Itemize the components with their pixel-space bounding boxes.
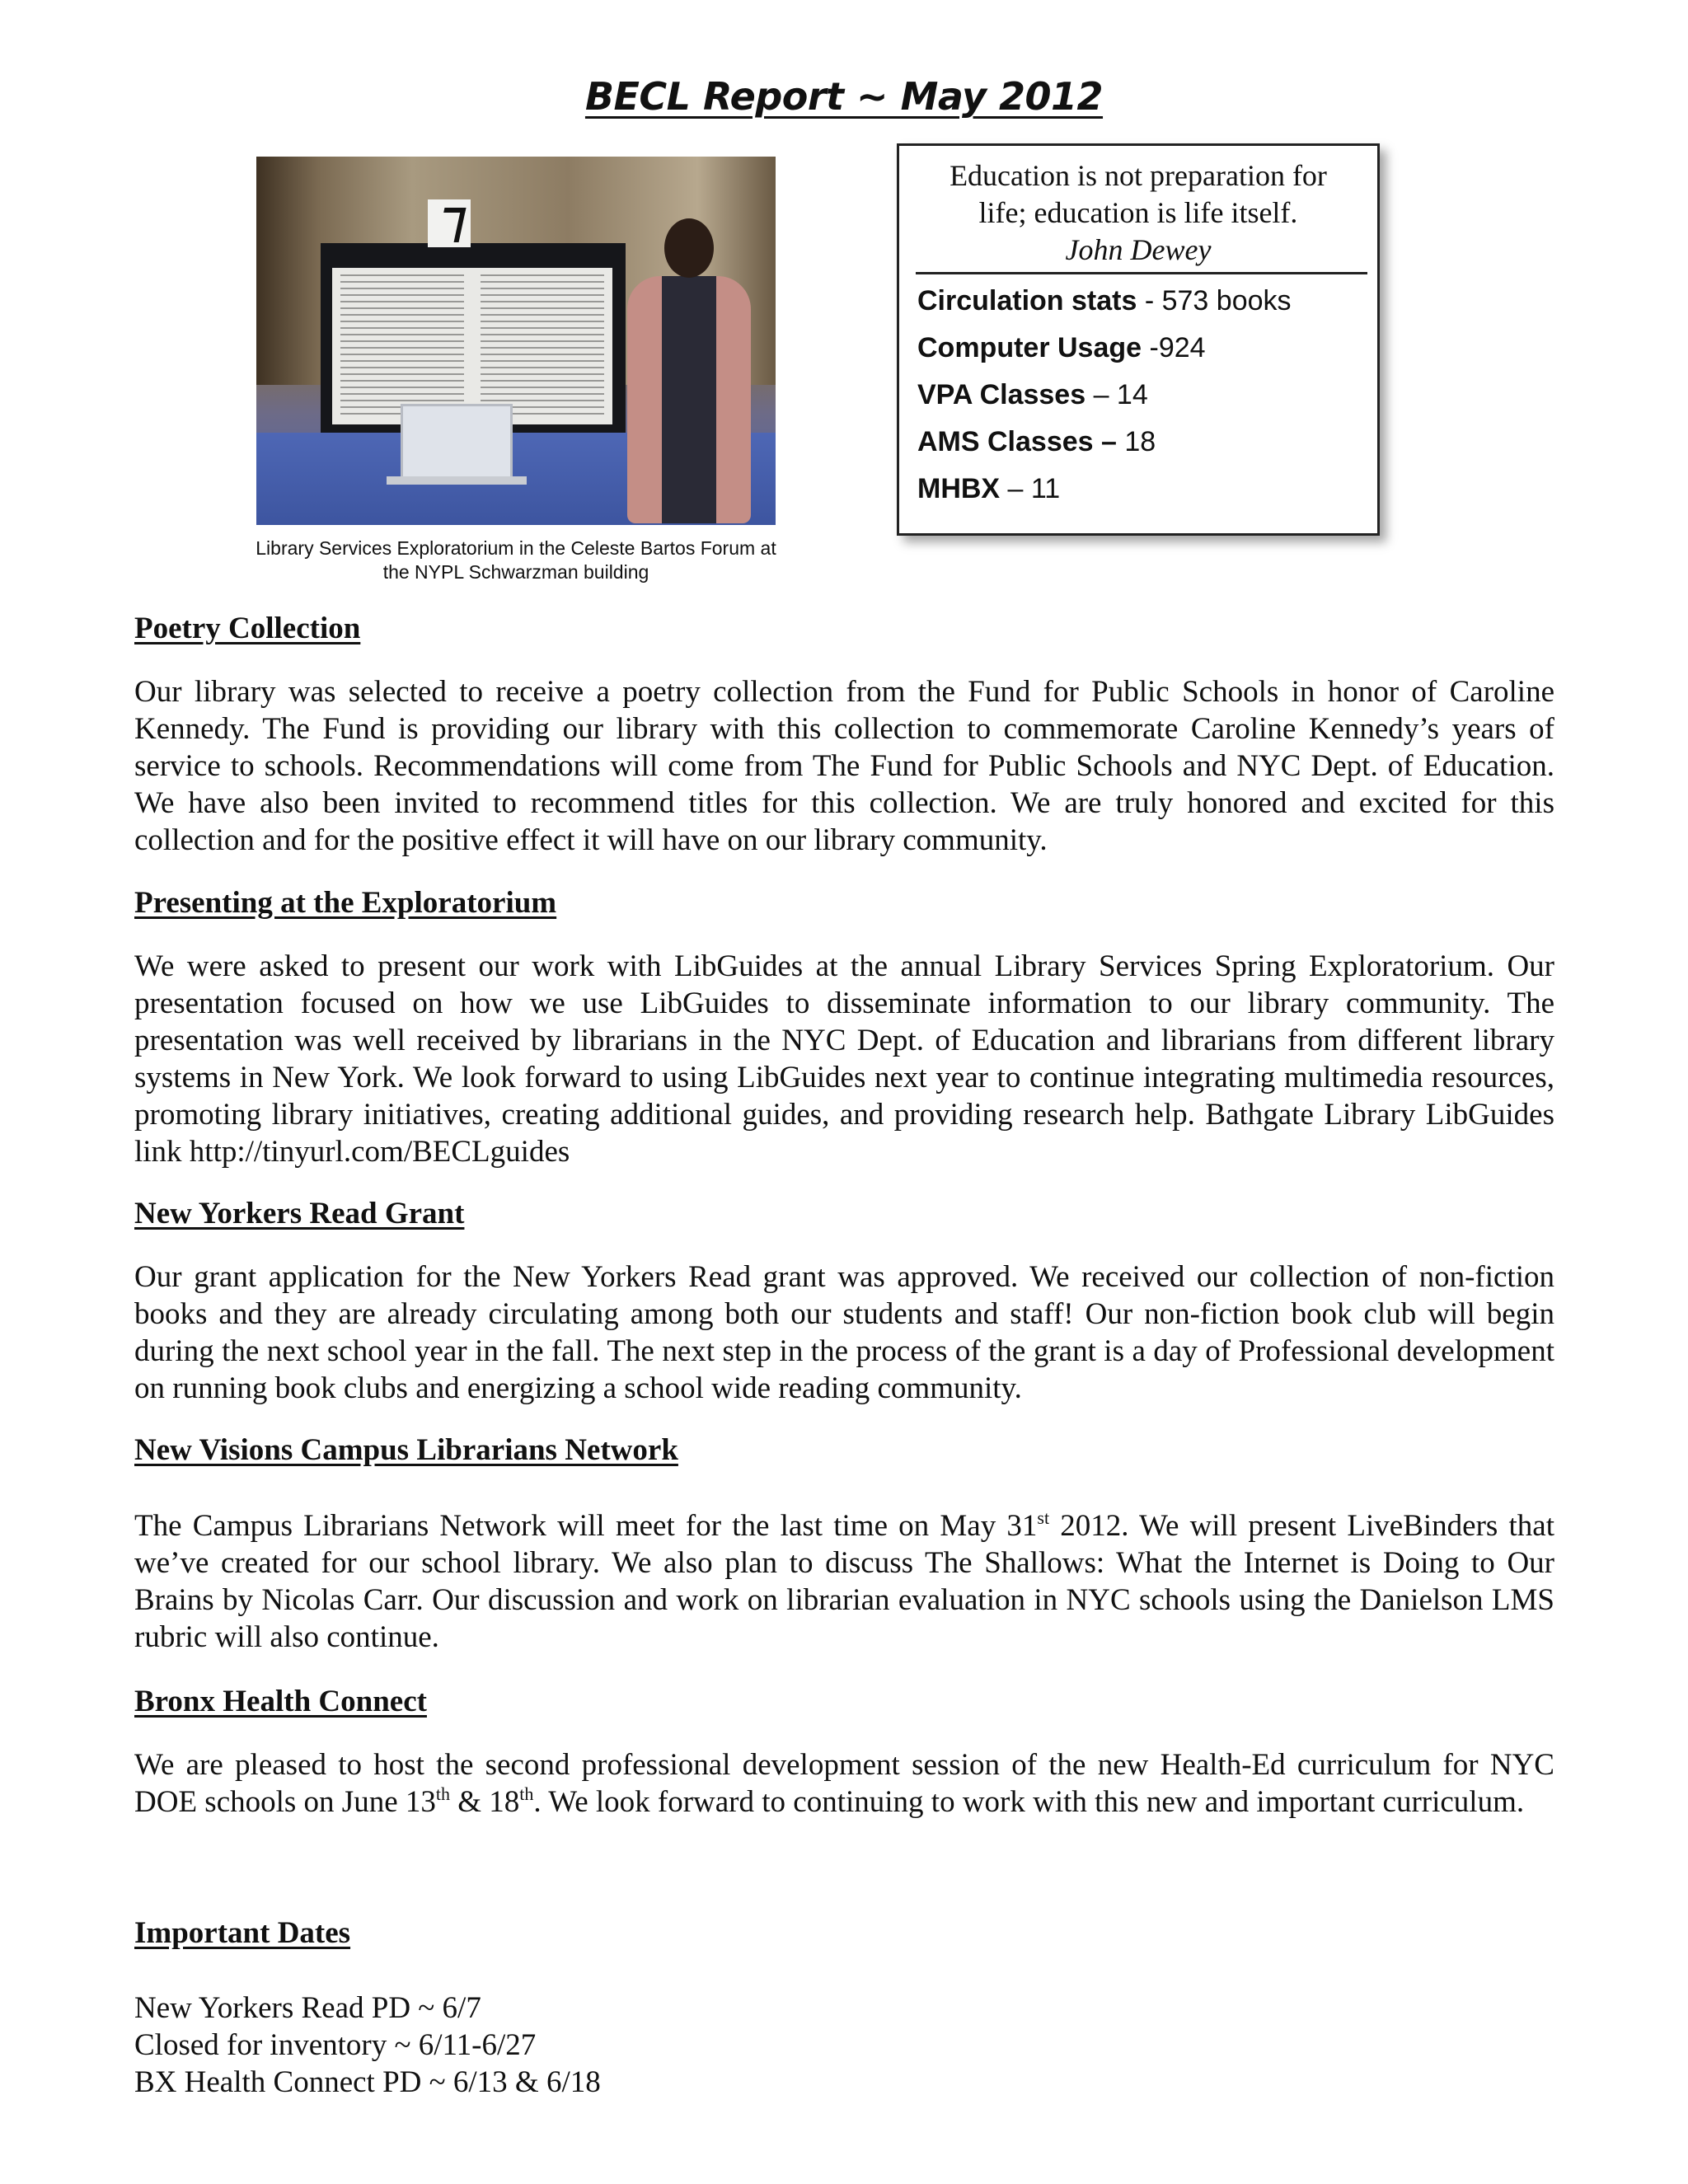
para-network: The Campus Librarians Network will meet for the last time on May 31st 2012. We will present LiveBinders that we’ve created for our school library. We also plan to discuss The Shallows: What the Internet is Doing to Our Brains by Nicolas Carr. Our discussion and work on librarian evaluation in NYC schools using the Danielson LMS rubric will also continue. bbox=[134, 1507, 1554, 1654]
quote-divider bbox=[916, 272, 1367, 274]
stat-mhbx: MHBX – 11 bbox=[917, 473, 1061, 504]
laptop-image bbox=[401, 404, 513, 479]
heading-dates: Important Dates bbox=[134, 1916, 351, 1950]
quote-author: John Dewey bbox=[1065, 233, 1212, 266]
quote-line-2: life; education is life itself. bbox=[978, 196, 1298, 229]
heading-nyread: New Yorkers Read Grant bbox=[134, 1197, 465, 1230]
para-exploratorium: We were asked to present our work with LibGuides at the annual Library Services Spring Exploratorium. Our presentation focused on how we use LibGuides to disseminate information to our library community. The presentation was well received by librarians in the NYC Dept. of Education and librarians from different library systems in New York. We look forward to using LibGuides next year to continue integrating multimedia resources, promoting library initiatives, creating additional guides, and providing research help. Bathgate Library LibGuides link http://tinyurl.com/BECLguides bbox=[134, 949, 1554, 1169]
para-nyread: Our grant application for the New Yorkers Read grant was approved. We received our collection of non-fiction books and they are already circulating among both our students and staff! Our non-fiction book club will begin during the next school year in the fall. The next step in the process of the grant is a day of Professional development on running book clubs and energizing a school wide reading community. bbox=[134, 1260, 1554, 1405]
stat-computer-usage: Computer Usage -924 bbox=[917, 332, 1206, 363]
para-health: We are pleased to host the second professional development session of the new Health-Ed curriculum for NYC DOE schools on June 13th & 18th. We look forward to continuing to work with this new and important curriculum. bbox=[134, 1748, 1554, 1819]
heading-exploratorium: Presenting at the Exploratorium bbox=[134, 886, 557, 920]
presenter-figure bbox=[623, 218, 751, 525]
para-poetry: Our library was selected to receive a poetry collection from the Fund for Public Schools in honor of Caroline Kennedy. The Fund is providing our library with this collection to commemorate Caroline Kennedy’s years of service to schools. Recommendations will come from The Fund for Public Schools and NYC Dept. of Education. We have also been invited to recommend titles for this collection. We are truly honored and excited for this collection and for the positive effect it will have on our library community. bbox=[134, 675, 1554, 857]
stats-box bbox=[897, 143, 1380, 536]
heading-health: Bronx Health Connect bbox=[134, 1685, 427, 1718]
heading-poetry: Poetry Collection bbox=[134, 612, 361, 645]
stats-list bbox=[917, 278, 1292, 513]
quote bbox=[899, 146, 1377, 269]
quote-line-1: Education is not preparation for bbox=[950, 159, 1327, 192]
heading-network: New Visions Campus Librarians Network bbox=[134, 1433, 678, 1467]
photo-caption: Library Services Exploratorium in the Celeste Bartos Forum at the NYPL Schwarzman building bbox=[256, 537, 776, 583]
report-title: BECL Report ~ May 2012 bbox=[584, 74, 1104, 119]
stat-ams-classes: AMS Classes – 18 bbox=[917, 426, 1156, 457]
exploratorium-photo bbox=[256, 157, 776, 525]
stat-circulation: Circulation stats - 573 books bbox=[917, 285, 1292, 316]
date-item: BX Health Connect PD ~ 6/13 & 6/18 bbox=[134, 2065, 601, 2099]
date-item: Closed for inventory ~ 6/11-6/27 bbox=[134, 2028, 537, 2062]
dates-list bbox=[134, 1990, 601, 2101]
date-item: New Yorkers Read PD ~ 6/7 bbox=[134, 1991, 481, 2025]
stat-vpa-classes: VPA Classes – 14 bbox=[917, 379, 1148, 410]
